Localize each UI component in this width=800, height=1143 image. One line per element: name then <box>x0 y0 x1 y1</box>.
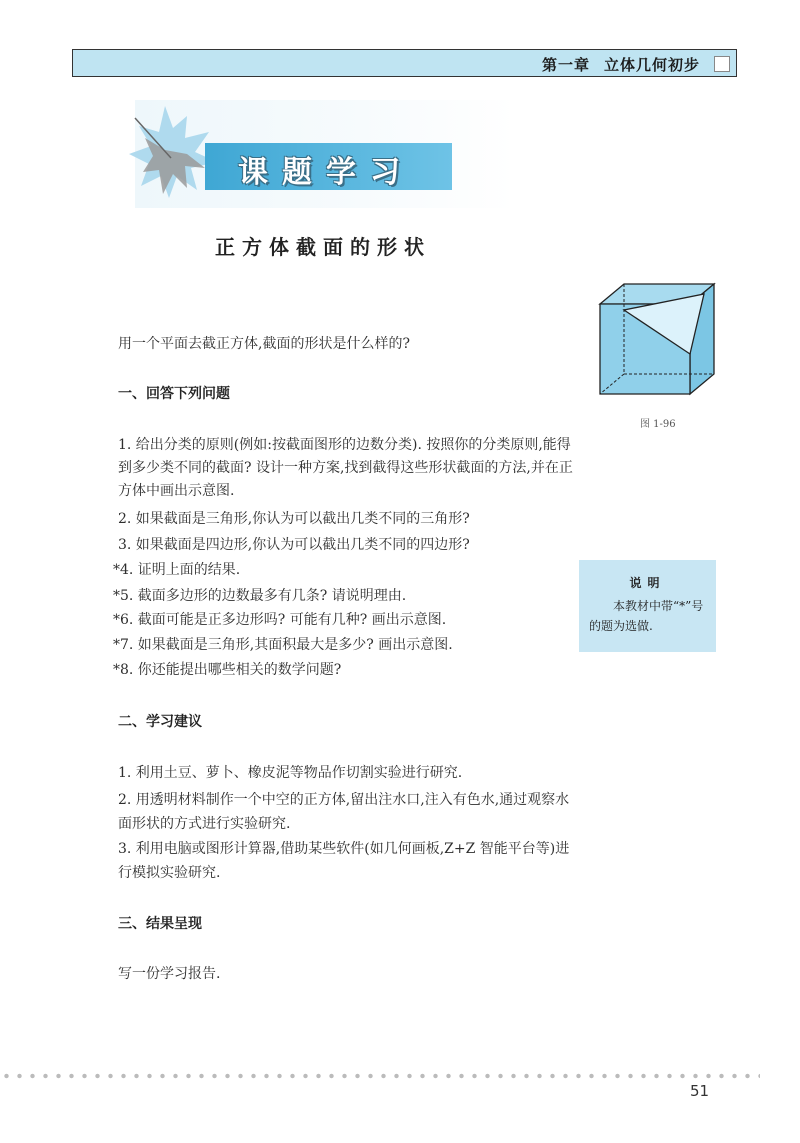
list-item: *7. 如果截面是三角形,其面积最大是多少? 画出示意图. <box>113 637 453 653</box>
cube-section-figure <box>596 280 721 400</box>
chapter-header-bar <box>72 49 737 77</box>
banner-title: 课题学习 <box>238 155 414 190</box>
header-square-icon <box>714 56 730 72</box>
figure-label: 图 1-96 <box>640 419 676 430</box>
note-heading: 说明 <box>629 576 666 590</box>
list-item: 2. 用透明材料制作一个中空的正方体,留出注水口,注入有色水,通过观察水面形状的方式进行实验研究. <box>118 792 570 832</box>
list-item: *6. 截面可能是正多边形吗? 可能有几种? 画出示意图. <box>113 612 447 628</box>
list-item: *8. 你还能提出哪些相关的数学问题? <box>113 662 342 678</box>
chapter-heading <box>542 54 700 75</box>
list-item: *5. 截面多边形的边数最多有几条? 请说明理由. <box>113 588 407 604</box>
section-heading-results: 三、结果呈现 <box>118 916 202 932</box>
chapter-title: 立体几何初步 <box>603 56 700 74</box>
page-number: 51 <box>690 1082 710 1100</box>
list-item: 3. 利用电脑或图形计算器,借助某些软件(如几何画板,Z+Z 智能平台等)进行模拟实验研究. <box>118 841 570 881</box>
page-title: 正方体截面的形状 <box>215 235 431 259</box>
list-item: 写一份学习报告. <box>118 966 221 982</box>
note-box <box>579 560 716 652</box>
section-heading-questions: 一、回答下列问题 <box>118 386 230 402</box>
chapter-number: 第一章 <box>541 56 590 74</box>
list-item: 2. 如果截面是三角形,你认为可以截出几类不同的三角形? <box>118 511 470 527</box>
list-item: 3. 如果截面是四边形,你认为可以截出几类不同的四边形? <box>118 537 470 553</box>
footer-dotted-rule <box>0 1073 760 1079</box>
list-item: *4. 证明上面的结果. <box>113 562 241 578</box>
intro-question: 用一个平面去截正方体,截面的形状是什么样的? <box>118 336 410 352</box>
list-item: 1. 利用土豆、萝卜、橡皮泥等物品作切割实验进行研究. <box>118 765 463 781</box>
list-item: 1. 给出分类的原则(例如:按截面图形的边数分类). 按照你的分类原则,能得到多少类不同的截面? 设计一种方案,找到截得这些形状截面的方法,并在正方体中画出示意图. <box>118 437 573 499</box>
section-heading-suggestions: 二、学习建议 <box>118 714 202 730</box>
note-text: 本教材中带“*”号的题为选做. <box>589 599 704 633</box>
